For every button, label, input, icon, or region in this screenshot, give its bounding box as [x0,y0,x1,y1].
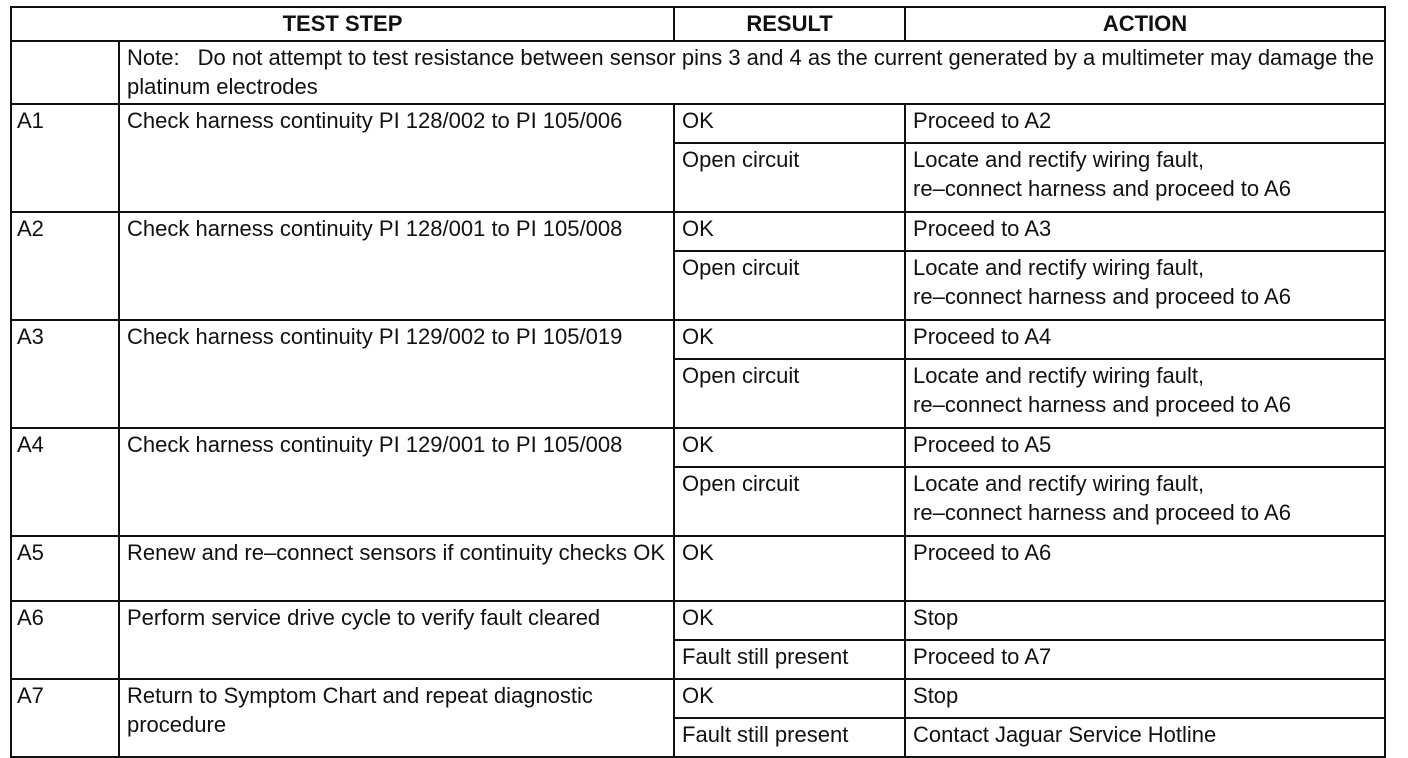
action-line: Proceed to A2 [913,108,1052,133]
table-row [11,428,1385,467]
action-cell [905,143,1385,212]
table-row [11,104,1385,143]
step-description: Return to Symptom Chart and repeat diagnostic procedure [119,679,674,757]
table-row [11,320,1385,359]
action-line: re–connect harness and proceed to A6 [913,284,1291,309]
step-id: A4 [11,428,119,536]
note-label: Note: [127,45,180,70]
step-description: Check harness continuity PI 129/002 to PI 105/019 [119,320,674,428]
header-result: RESULT [674,7,905,41]
step-description: Check harness continuity PI 128/001 to PI 105/008 [119,212,674,320]
step-id: A5 [11,536,119,601]
action-line: Proceed to A5 [913,432,1052,457]
action-cell [905,718,1385,757]
action-line: Proceed to A4 [913,324,1052,349]
note-row [11,41,1385,104]
result-cell: Open circuit [674,359,905,428]
note-spacer [11,41,119,104]
action-line: re–connect harness and proceed to A6 [913,176,1291,201]
result-cell: Open circuit [674,251,905,320]
action-line: Proceed to A6 [913,540,1052,565]
step-id: A6 [11,601,119,679]
result-cell: OK [674,428,905,467]
action-line: Locate and rectify wiring fault, [913,363,1205,388]
step-description: Perform service drive cycle to verify fault cleared [119,601,674,679]
action-line: Stop [913,683,959,708]
step-id: A7 [11,679,119,757]
action-cell [905,679,1385,718]
note-text: Do not attempt to test resistance between sensor pins 3 and 4 as the current generated by a multimeter may damage the platinum electrodes [127,45,1375,99]
action-line: Proceed to A7 [913,644,1052,669]
action-cell [905,467,1385,536]
action-line: Contact Jaguar Service Hotline [913,722,1217,747]
step-id: A3 [11,320,119,428]
result-cell: Fault still present [674,718,905,757]
action-cell [905,320,1385,359]
table-row [11,536,1385,601]
result-cell: OK [674,320,905,359]
result-cell: OK [674,212,905,251]
step-id: A2 [11,212,119,320]
action-cell [905,536,1385,601]
action-cell [905,212,1385,251]
step-description: Check harness continuity PI 128/002 to PI 105/006 [119,104,674,212]
result-cell: OK [674,601,905,640]
result-cell: OK [674,679,905,718]
action-cell [905,359,1385,428]
result-cell: OK [674,104,905,143]
note-cell [119,41,1385,104]
header-action: ACTION [905,7,1385,41]
step-description: Check harness continuity PI 129/001 to PI 105/008 [119,428,674,536]
action-line: re–connect harness and proceed to A6 [913,392,1291,417]
action-line: re–connect harness and proceed to A6 [913,500,1291,525]
action-line: Locate and rectify wiring fault, [913,471,1205,496]
table-row [11,212,1385,251]
table-row [11,679,1385,718]
action-cell [905,104,1385,143]
action-cell [905,640,1385,679]
action-cell [905,601,1385,640]
diagnostic-table [10,6,1386,758]
result-cell: Open circuit [674,467,905,536]
result-cell: OK [674,536,905,601]
result-cell: Open circuit [674,143,905,212]
action-cell [905,428,1385,467]
action-cell [905,251,1385,320]
step-id: A1 [11,104,119,212]
step-description: Renew and re–connect sensors if continuity checks OK [119,536,674,601]
action-line: Stop [913,605,959,630]
action-line: Locate and rectify wiring fault, [913,255,1205,280]
result-cell: Fault still present [674,640,905,679]
header-test-step: TEST STEP [11,7,674,41]
action-line: Locate and rectify wiring fault, [913,147,1205,172]
header-row [11,7,1385,41]
action-line: Proceed to A3 [913,216,1052,241]
table-row [11,601,1385,640]
